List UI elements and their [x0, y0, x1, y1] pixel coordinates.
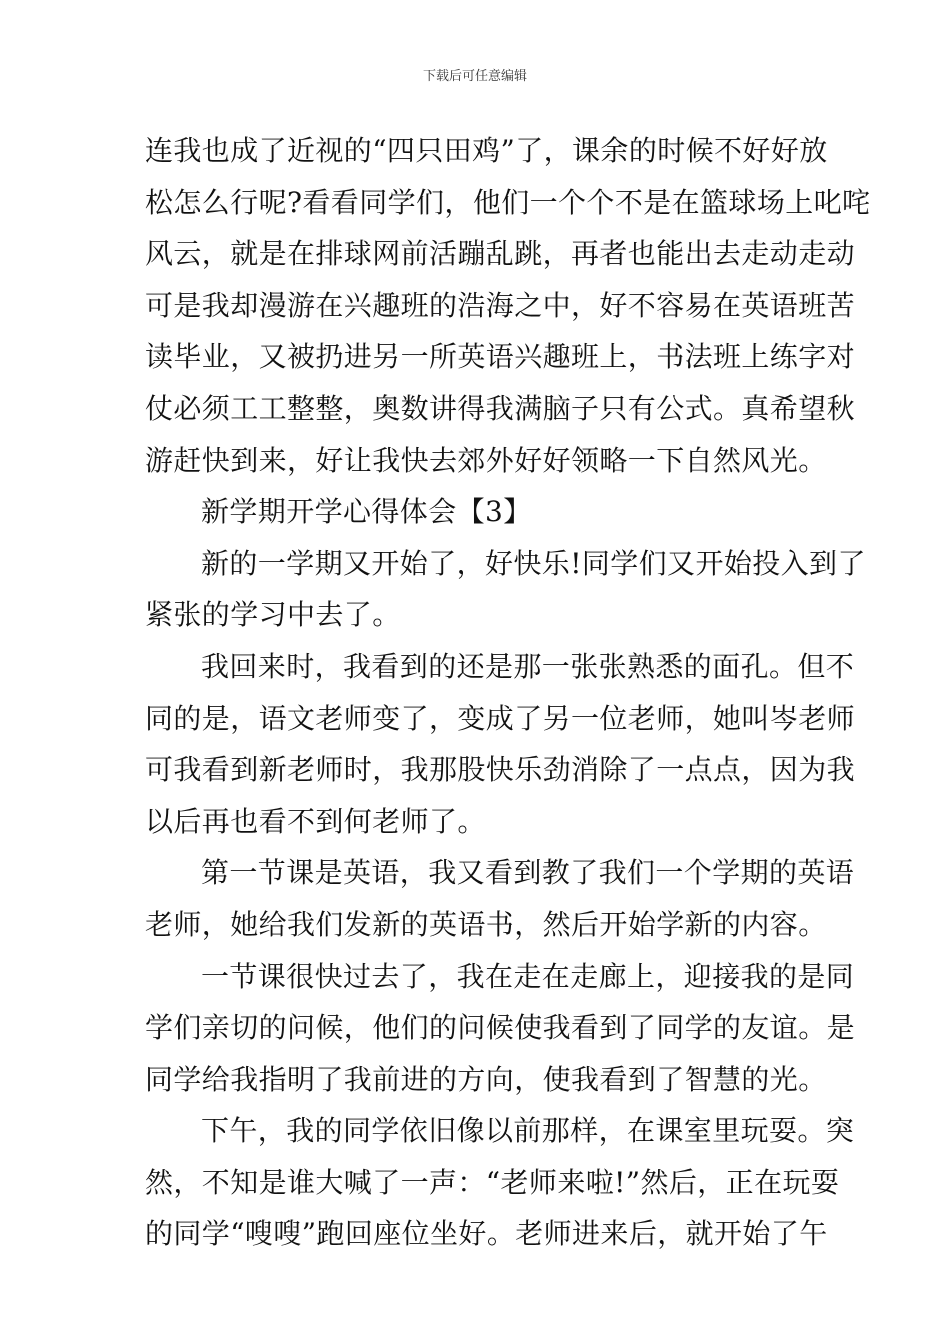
- paragraph-first-line: 我回来时，我看到的还是那一张张熟悉的面孔。但不: [201, 649, 855, 683]
- paragraph-first-line: 一节课很快过去了，我在走在走廊上，迎接我的是同: [201, 959, 855, 993]
- text-line: 学们亲切的问候，他们的问候使我看到了同学的友谊。是: [145, 1011, 856, 1045]
- text-line: 读毕业，又被扔进另一所英语兴趣班上，书法班上练字对: [145, 340, 856, 374]
- text-line: 可是我却漫游在兴趣班的浩海之中，好不容易在英语班苦: [145, 288, 856, 322]
- text-line: 以后再也看不到何老师了。: [145, 804, 486, 838]
- text-line: 风云，就是在排球网前活蹦乱跳，再者也能出去走动走动: [145, 237, 856, 271]
- text-line: 的同学“嗖嗖”跑回座位坐好。老师进来后，就开始了午: [145, 1217, 828, 1251]
- text-line: 同的是，语文老师变了，变成了另一位老师，她叫岑老师: [145, 701, 856, 735]
- text-line: 仗必须工工整整，奥数讲得我满脑子只有公式。真希望秋: [145, 391, 856, 425]
- paragraph-first-line: 下午，我的同学依旧像以前那样，在课室里玩耍。突: [201, 1114, 855, 1148]
- paragraph-first-line: 新学期开学心得体会【3】: [201, 495, 532, 529]
- page-header: 下载后可任意编辑: [422, 69, 527, 84]
- paragraph-first-line: 新的一学期又开始了，好快乐!同学们又开始投入到了: [201, 546, 866, 580]
- text-line: 连我也成了近视的“四只田鸡”了，课余的时候不好好放: [145, 134, 828, 167]
- text-line: 然，不知是谁大喊了一声：“老师来啦!”然后，正在玩耍: [145, 1165, 840, 1199]
- text-line: 游赶快到来，好让我快去郊外好好领略一下自然风光。: [145, 443, 827, 477]
- paragraph-first-line: 第一节课是英语，我又看到教了我们一个学期的英语: [201, 856, 855, 890]
- text-line: 可我看到新老师时，我那股快乐劲消除了一点点，因为我: [145, 753, 856, 787]
- text-line: 紧张的学习中去了。: [145, 598, 401, 632]
- text-line: 同学给我指明了我前进的方向，使我看到了智慧的光。: [145, 1062, 827, 1096]
- document-body: [145, 125, 871, 1260]
- text-line: 老师，她给我们发新的英语书，然后开始学新的内容。: [145, 907, 827, 941]
- text-line: 松怎么行呢?看看同学们，他们一个个不是在篮球场上叱咤: [145, 185, 871, 219]
